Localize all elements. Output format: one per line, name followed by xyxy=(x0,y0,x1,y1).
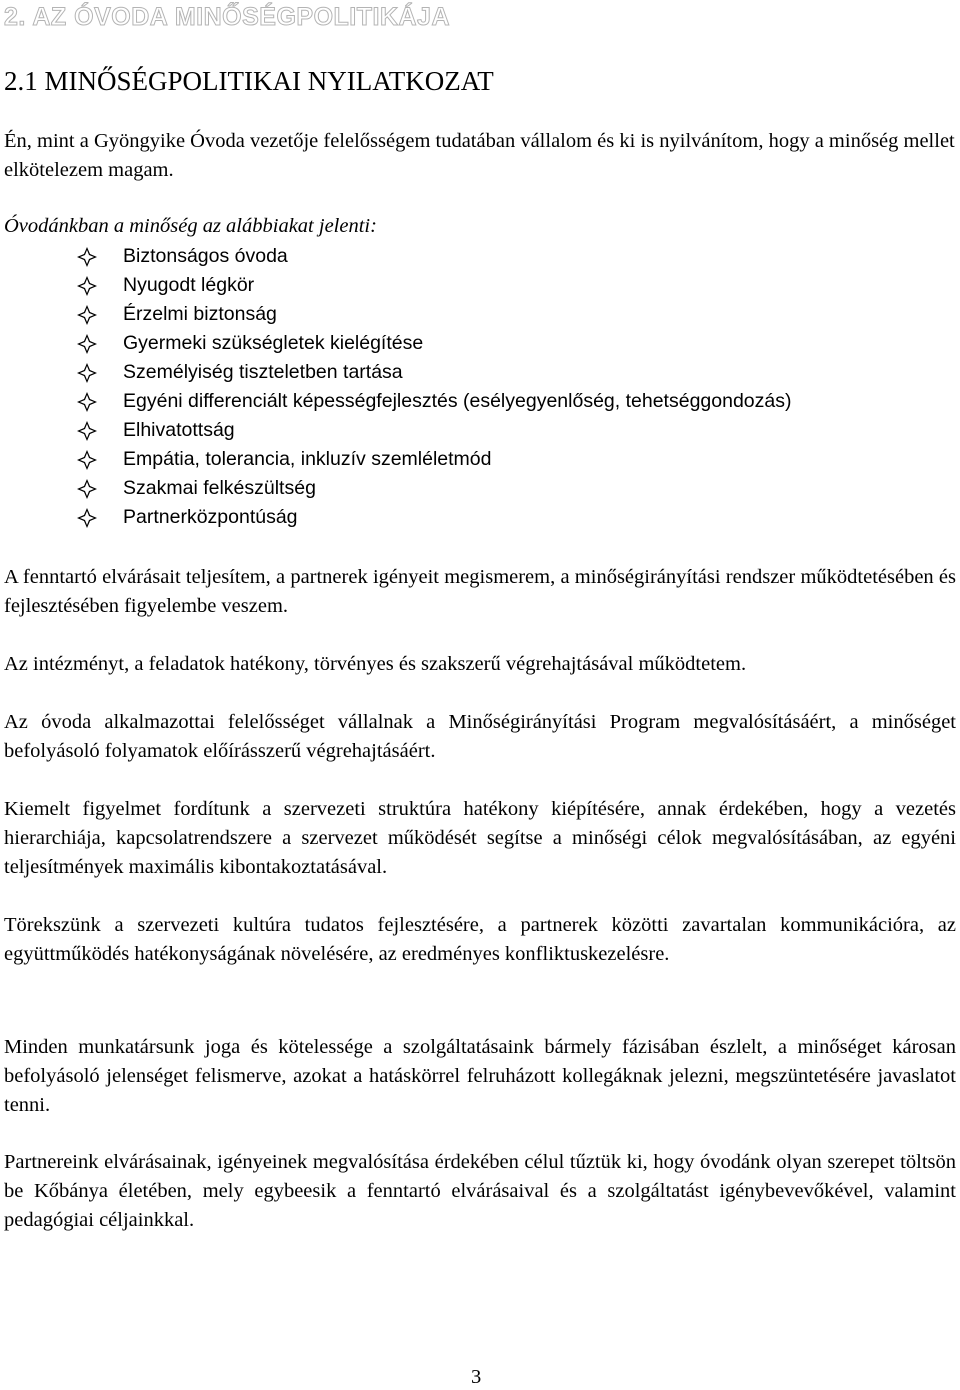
page-number: 3 xyxy=(471,1366,482,1388)
chapter-title: 2. AZ ÓVODA MINŐSÉGPOLITIKÁJA xyxy=(4,3,451,31)
list-item-label: Elhivatottság xyxy=(123,419,235,441)
body-paragraph: A fenntartó elvárásait teljesítem, a partnerek igényeit megismerem, a minőségirányítási rendszer működtetésében és fejlesztésében figyelembe veszem. xyxy=(4,566,956,617)
diamond-bullet-icon xyxy=(76,333,98,355)
body-paragraph: Partnereink elvárásainak, igényeinek megvalósítása érdekében célul tűztük ki, hogy óvodánk olyan szerepet töltsön be Kőbánya életében, mely egybeesik a fenntartó elvárásaival és a szolgáltatást igénybevevőkével, valamint pedagógiai céljainkkal. xyxy=(4,1151,956,1231)
section-title: 2.1 MINŐSÉGPOLITIKAI NYILATKOZAT xyxy=(4,66,494,96)
body-paragraph: Minden munkatársunk joga és kötelessége a szolgáltatásaink bármely fázisában észlelt, a minőséget károsan befolyásoló jelenséget felismerve, azokat a hatáskörrel felruházott kollegáknak jelezni, megszüntetésére javaslatot tenni. xyxy=(4,1036,956,1116)
list-item xyxy=(76,271,791,300)
diamond-bullet-icon xyxy=(76,246,98,268)
list-item xyxy=(76,416,791,445)
list-item-label: Egyéni differenciált képességfejlesztés (esélyegyenlőség, tehetséggondozás) xyxy=(123,390,792,412)
list-item xyxy=(76,387,791,416)
diamond-bullet-icon xyxy=(76,304,98,326)
diamond-bullet-icon xyxy=(76,420,98,442)
body-paragraph: Kiemelt figyelmet fordítunk a szervezeti struktúra hatékony kiépítésére, annak érdekében, hogy a vezetés hierarchiája, kapcsolatrendszere a szervezet működését segítse a minőségi célok megvalósításában, az egyéni teljesítmények maximális kibontakoztatásával. xyxy=(4,798,956,878)
list-item-label: Empátia, tolerancia, inkluzív szemléletmód xyxy=(123,448,492,470)
quality-values-list xyxy=(76,242,791,532)
list-item xyxy=(76,474,791,503)
list-item-label: Érzelmi biztonság xyxy=(123,303,277,325)
list-item-label: Személyiség tiszteletben tartása xyxy=(123,361,403,383)
diamond-bullet-icon xyxy=(76,362,98,384)
list-item xyxy=(76,445,791,474)
list-item xyxy=(76,242,791,271)
diamond-bullet-icon xyxy=(76,275,98,297)
list-item xyxy=(76,300,791,329)
list-intro: Óvodánkban a minőség az alábbiakat jelenti: xyxy=(4,215,377,237)
list-item-label: Szakmai felkészültség xyxy=(123,477,316,499)
diamond-bullet-icon xyxy=(76,478,98,500)
diamond-bullet-icon xyxy=(76,507,98,529)
declaration-paragraph: Én, mint a Gyöngyike Óvoda vezetője felelősségem tudatában vállalom és ki is nyilvánítom, hogy a minőség mellet elkötelezem magam. xyxy=(4,130,955,181)
list-item-label: Biztonságos óvoda xyxy=(123,245,288,267)
body-paragraph: Az intézményt, a feladatok hatékony, törvényes és szakszerű végrehajtásával működtetem. xyxy=(4,653,747,675)
body-paragraph: Az óvoda alkalmazottai felelősséget vállalnak a Minőségirányítási Program megvalósításáért, a minőséget befolyásoló folyamatok előírásszerű végrehajtásáért. xyxy=(4,711,956,762)
list-item xyxy=(76,358,791,387)
list-item-label: Nyugodt légkör xyxy=(123,274,255,296)
list-item-label: Gyermeki szükségletek kielégítése xyxy=(123,332,424,354)
list-item-label: Partnerközpontúság xyxy=(123,506,298,528)
body-paragraph: Törekszünk a szervezeti kultúra tudatos fejlesztésére, a partnerek közötti zavartalan kommunikációra, az együttműködés hatékonyságának növelésére, az eredményes konfliktuskezelésre. xyxy=(4,914,956,965)
diamond-bullet-icon xyxy=(76,449,98,471)
list-item xyxy=(76,329,791,358)
list-item xyxy=(76,503,791,532)
diamond-bullet-icon xyxy=(76,391,98,413)
